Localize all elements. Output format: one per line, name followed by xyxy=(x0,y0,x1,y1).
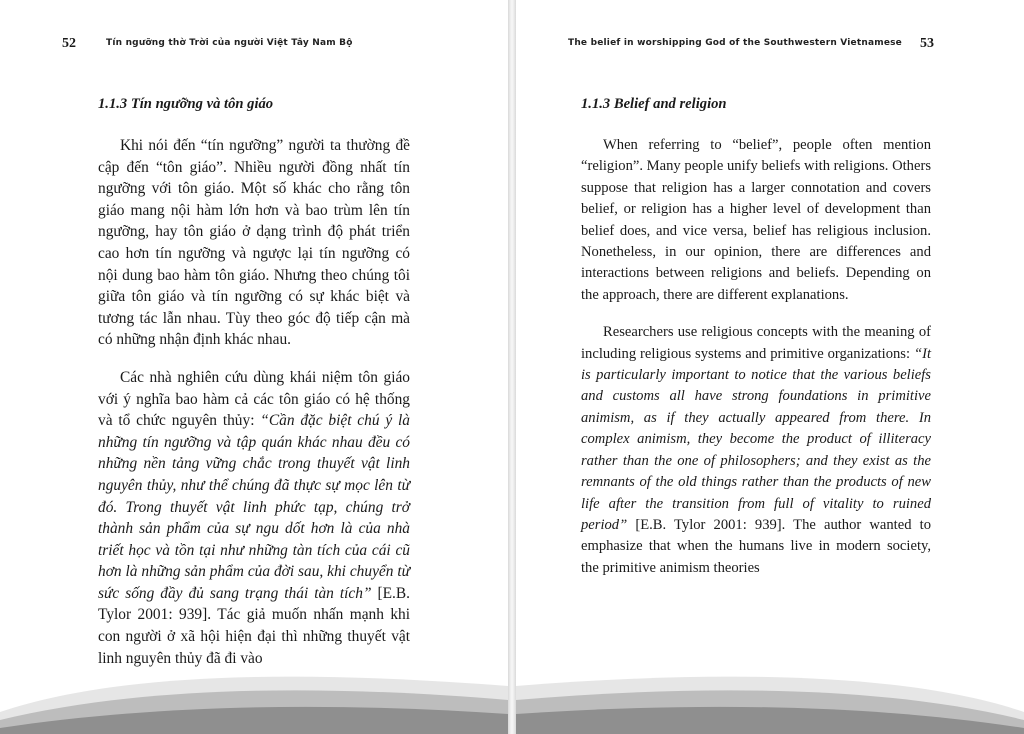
citation-text: [E.B. Tylor 2001: 939]. The author wanted to emphasize that when the humans live in modern society, the primitive animism theories xyxy=(581,516,931,576)
right-page xyxy=(516,0,1024,734)
page-wave-decoration xyxy=(0,664,508,734)
section-heading: 1.1.3 Belief and religion xyxy=(581,96,727,112)
paragraph xyxy=(581,322,931,579)
page-body xyxy=(581,96,931,595)
quotation: “It is particularly important to notice that the various beliefs and customs all have strong foundations in primitive animism, as if they actually appeared from there. In complex animism, they become the product of illiteracy rather than the one of philosophers; and they exist as the remnants of the old things rather than the products of new life after the transition from full of vitality to ruined period” xyxy=(581,345,931,533)
page-body xyxy=(98,96,410,685)
page-number: 53 xyxy=(920,36,934,51)
citation-text: [E.B. Tylor 2001: 939]. Tác giả muốn nhấn mạnh khi con người ở xã hội hiện đại thì những thuyết vật linh nguyên thủy đã đi vào xyxy=(98,584,410,667)
paragraph-text: Researchers use religious concepts with the meaning of including religious systems and primitive organizations: xyxy=(581,324,931,362)
page-number: 52 xyxy=(62,36,76,51)
paragraph: When referring to “belief”, people often mention “religion”. Many people unify beliefs with religions. Others suppose that religion has a larger connotation and covers belief, or religion has a higher level of development than belief does, and vice versa, belief has religious inclusion. Nonetheless, in our opinion, there are differences and interactions between religions and beliefs. Depending on the approach, there are different explanations. xyxy=(581,137,931,303)
page-wave-decoration xyxy=(516,664,1024,734)
paragraph xyxy=(98,367,410,669)
quotation: “Cần đặc biệt chú ý là những tín ngưỡng và tập quán khác nhau đều có những nền tảng vững chắc trong thuyết vật linh nguyên thủy, như thể chúng đã thực sự mọc lên từ đó. Trong thuyết vật linh phức tạp, chúng trở thành sản phẩm của sự ngu dốt hơn là của nhà triết học và tồn tại như những tàn tích của cái cũ hơn là những sản phẩm của đời sau, khi chuyển từ sức sống đầy đủ sang trạng thái tàn tích” xyxy=(98,412,410,602)
running-header: Tín ngưỡng thờ Trời của người Việt Tây Nam Bộ xyxy=(106,38,353,48)
paragraph-text: Các nhà nghiên cứu dùng khái niệm tôn giáo với ý nghĩa bao hàm cả các tôn giáo có hệ thống và tổ chức nguyên thủy: xyxy=(98,368,410,430)
running-header: The belief in worshipping God of the Southwestern Vietnamese xyxy=(567,38,902,48)
book-gutter xyxy=(508,0,516,734)
left-page xyxy=(0,0,508,734)
paragraph: Khi nói đến “tín ngưỡng” người ta thường đề cập đến “tôn giáo”. Nhiều người đồng nhất tín ngưỡng với tôn giáo. Một số khác cho rằng tôn giáo mang nội hàm lớn hơn và bao trùm lên tín ngưỡng, hay tôn giáo ở dạng trình độ phát triển cao hơn tín ngưỡng và ngược lại tín ngưỡng có nội dung bao hàm tôn giáo. Nhưng theo chúng tôi giữa tôn giáo và tín ngưỡng có sự khác biệt và tương tác lẫn nhau. Tùy theo góc độ tiếp cận mà có những nhận định khác nhau. xyxy=(98,137,410,349)
section-heading: 1.1.3 Tín ngưỡng và tôn giáo xyxy=(98,96,274,112)
